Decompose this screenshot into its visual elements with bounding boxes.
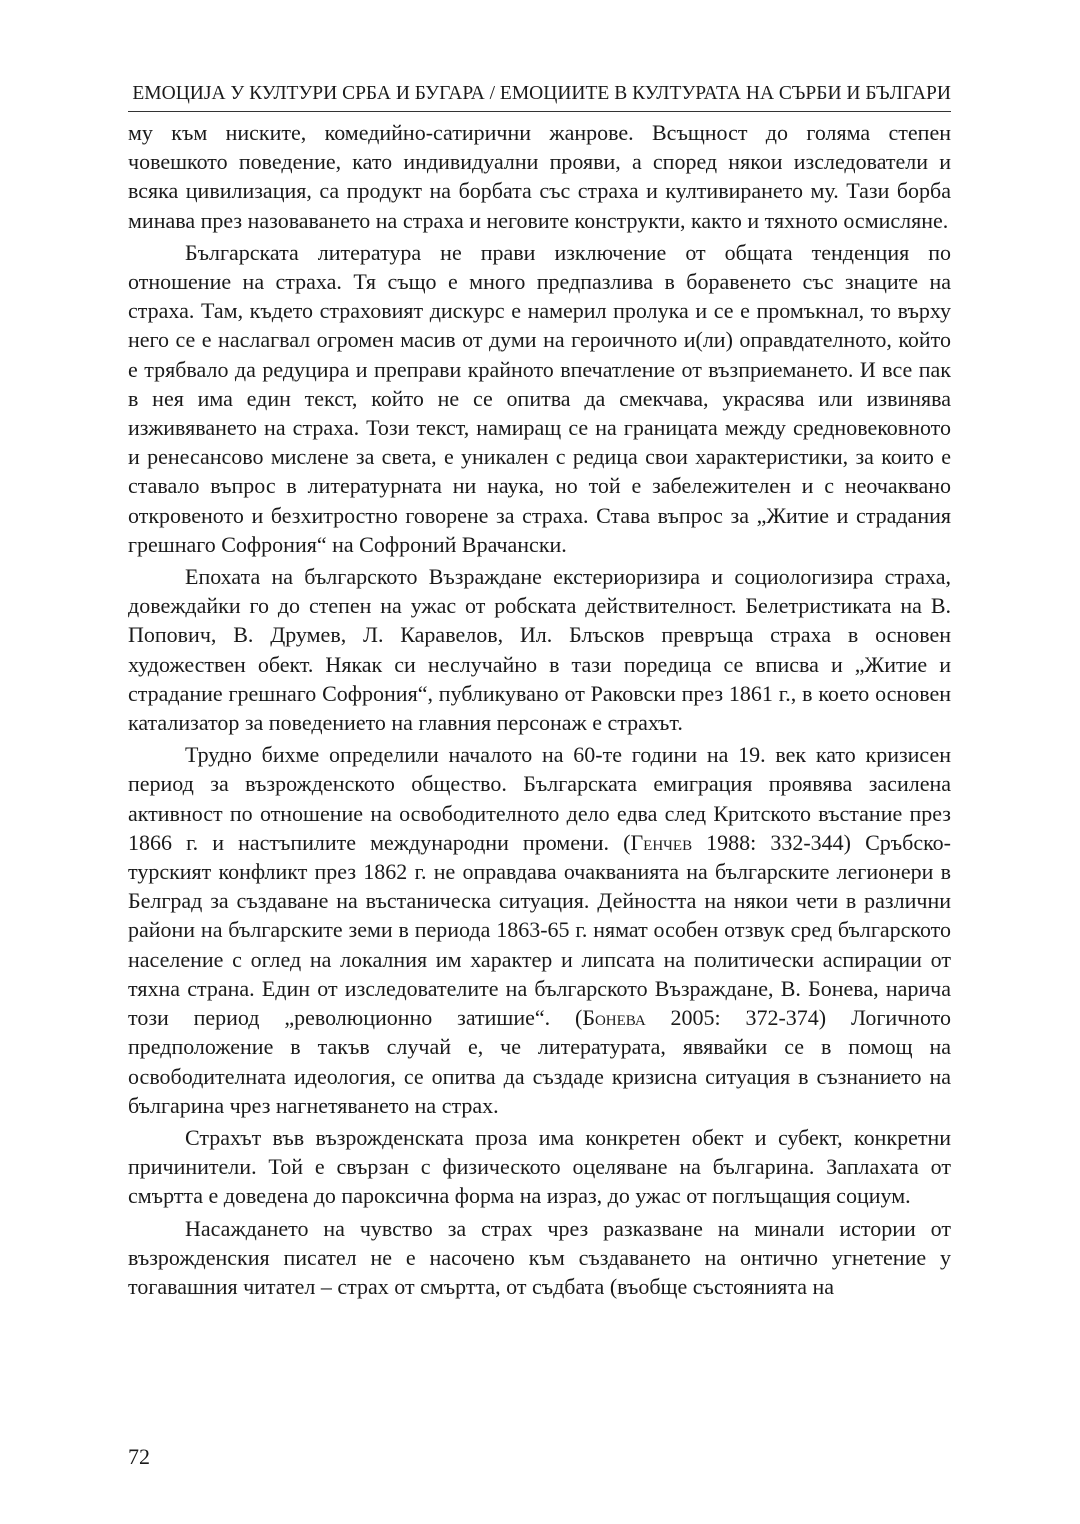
paragraph-2: Българската литература не прави изключение от общата тенденция по отношение на страха. Тя също е много предпазлива в боравенето със знаците на страха. Там, където страховият дискурс е намерил пролука и се е промъкнал, то върху него се е наслагвал огромен масив от думи на героичното и(ли) оправдателното, който е трябвало да редуцира и преправи крайното впечатление от възприемането. И все пак в нея има един текст, който не се опитва да смекчава, украсява или извинява изживяването на страха. Този текст, намиращ се на границата между средновековното и ренесансово мислене за света, е уникален с редица свои характеристики, за които е ставало въпрос в литературната ни наука, но той е забележителен и с неочаквано откровеното и безхитростно говорене за страха. Става въпрос за „Житие и страдания грешнаго Софрония“ на Софроний Врачански. — [128, 239, 951, 557]
header-rule — [128, 111, 951, 112]
citation-author-genchev: Генчев — [630, 829, 693, 855]
paragraph-3: Епохата на българското Възраждане екстериоризира и социологизира страха, довеждайки го до степен на ужас от робската действителност. Белетристиката на В. Попович, В. Друмев, Л. Каравелов, Ил. Блъсков превръща страха в основен художествен обект. Някак си неслучайно в тази поредица се вписва и „Житие и страдание грешнаго Софрония“, публикувано от Раковски през 1861 г., в което основен катализатор за поведението на главния персонаж е страхът. — [128, 564, 951, 736]
paragraph-4 — [128, 740, 951, 1120]
running-header: ЕМОЦИЈА У КУЛТУРИ СРБА И БУГАРА / ЕМОЦИИТЕ В КУЛТУРАТА НА СЪРБИ И БЪЛГАРИ — [132, 83, 951, 104]
page-number: 72 — [128, 1444, 150, 1469]
body-text — [128, 118, 951, 1304]
paragraph-4-part-c: 2005: 372-374) Логичното предположение в такъв случай е, че литературата, явявайки се в помощ на освободителната идеология, се опитва да създаде кризисна ситуация в съзнанието на българина чрез нагнетяването на страх. — [128, 1005, 951, 1118]
paragraph-6: Насаждането на чувство за страх чрез разказване на минали истории от възрожденския писател не е насочено към създаването на онтично угнетение у тогавашния читател – страх от смъртта, от съдбата (въобще състоянията на — [128, 1215, 951, 1299]
paragraph-4-part-a: Трудно бихме определили началото на 60-те години на 19. век като кризисен период за възрожденското общество. Българската емиграция проявява засилена активност по отношение на освободителното дело едва след Критското въстание през 1866 г. и настъпилите международни промени. ( — [128, 742, 951, 855]
paragraph-5: Страхът във възрожденската проза има конкретен обект и субект, конкретни причинители. Той е свързан с физическото оцеляване на българина. Заплахата от смъртта е доведена до пароксична форма на израз, до ужас от поглъщащия социум. — [128, 1124, 951, 1209]
citation-author-boneva: Бонева — [582, 1005, 646, 1031]
paragraph-4-part-b: 1988: 332-344) Сръбско-турският конфликт през 1862 г. не оправдава очакванията на българските легионери в Белград за създаване на въстаническа ситуация. Дейността на някои чети в различни райони на българските земи в периода 1863-65 г. нямат особен отзвук сред българското население с оглед на локалния им характер и липсата на политически аспирации от тяхна страна. Един от изследователите на българското Възраждане, В. Бонева, нарича този период „революционно затишие“. ( — [128, 829, 951, 1031]
book-page — [128, 0, 951, 1524]
paragraph-1: му към ниските, комедийно-сатирични жанрове. Всъщност до голяма степен човешкото поведение, като индивидуални прояви, а според някои изследователи и всяка цивилизация, са продукт на борбата със страха и култивирането му. Тази борба минава през назоваването на страха и неговите конструкти, както и тяхното осмисляне. — [128, 120, 951, 233]
